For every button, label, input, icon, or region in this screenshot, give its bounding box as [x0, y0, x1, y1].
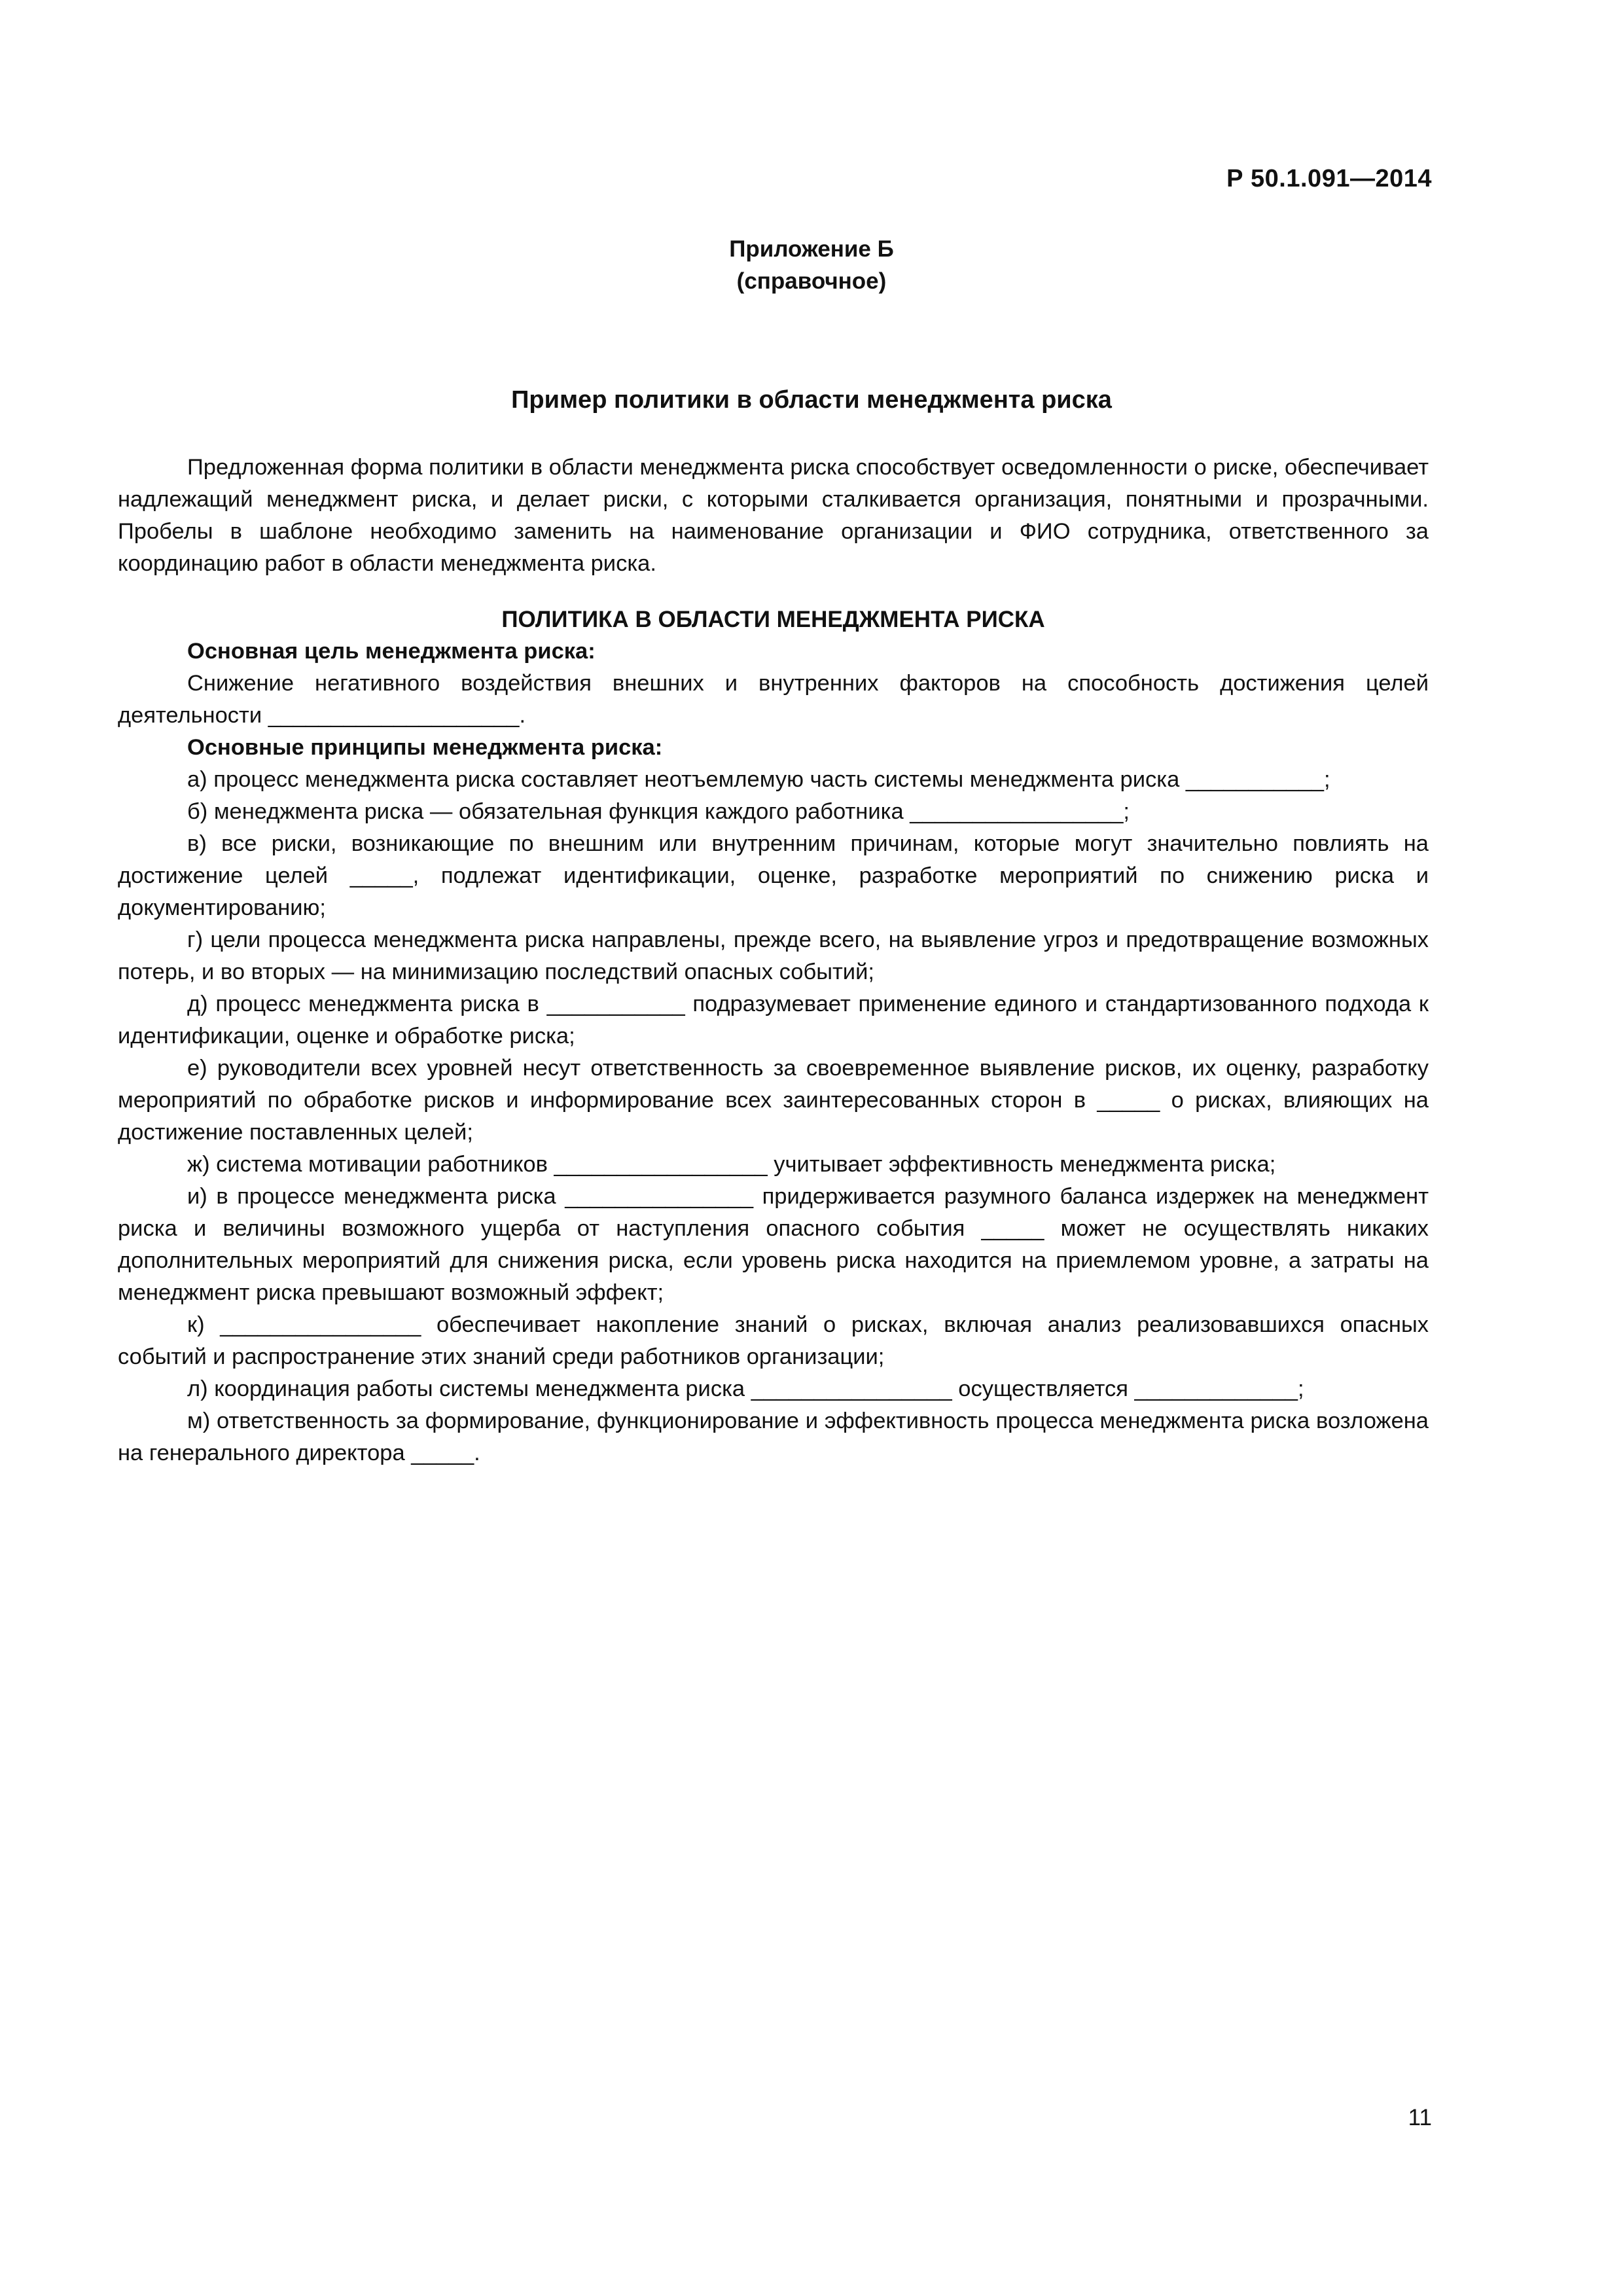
principle-item: б) менеджмента риска — обязательная функция каждого работника _________________;: [187, 799, 1130, 824]
appendix-label: Приложение Б: [729, 236, 894, 262]
principle-item: ж) система мотивации работников _________________ учитывает эффективность менеджмента риска;: [187, 1152, 1276, 1177]
document-body: [118, 452, 1429, 1469]
principle-item: м) ответственность за формирование, функционирование и эффективность процесса менеджмента риска возложена на генерального директора _____.: [118, 1408, 1429, 1465]
policy-title: ПОЛИТИКА В ОБЛАСТИ МЕНЕДЖМЕНТА РИСКА: [501, 607, 1045, 632]
intro-paragraph: Предложенная форма политики в области менеджмента риска способствует осведомленности о риске, обеспечивает надлежащий менеджмент риска, и делает риски, с которыми сталкивается организация, понятными и прозрачными. Пробелы в шаблоне необходимо заменить на наименование организации и ФИО сотрудника, ответственного за координацию работ в области менеджмента риска.: [118, 455, 1429, 576]
document-code: Р 50.1.091—2014: [1226, 165, 1432, 192]
appendix-kind: (справочное): [736, 268, 887, 294]
appendix-heading: [0, 233, 1623, 297]
principle-item: в) все риски, возникающие по внешним или внутренним причинам, которые могут значительно повлиять на достижение целей _____, подлежат идентификации, оценке, разработке мероприятий по снижению риска и документированию;: [118, 831, 1429, 920]
appendix-title: Пример политики в области менеджмента риска: [511, 386, 1112, 414]
principles-heading: Основные принципы менеджмента риска:: [187, 735, 663, 760]
goal-text: Снижение негативного воздействия внешних и внутренних факторов на способность достижения целей деятельности ____________________.: [118, 671, 1429, 728]
principle-item: к) ________________ обеспечивает накопление знаний о рисках, включая анализ реализовавшихся опасных событий и распространение этих знаний среди работников организации;: [118, 1312, 1429, 1369]
principle-item: и) в процессе менеджмента риска _______________ придерживается разумного баланса издержек на менеджмент риска и величины возможного ущерба от наступления опасного события _____ может не осуществлять никаких дополнительных мероприятий для снижения риска, если уровень риска находится на приемлемом уровне, а затраты на менеджмент риска превышают возможный эффект;: [118, 1184, 1429, 1305]
principle-item: д) процесс менеджмента риска в ___________ подразумевает применение единого и стандартизованного подхода к идентификации, оценке и обработке риска;: [118, 992, 1429, 1049]
principle-item: г) цели процесса менеджмента риска направлены, прежде всего, на выявление угроз и предотвращение возможных потерь, и во вторых — на минимизацию последствий опасных событий;: [118, 927, 1429, 984]
goal-heading: Основная цель менеджмента риска:: [187, 639, 596, 664]
page-number: 11: [1408, 2105, 1432, 2130]
principle-item: е) руководители всех уровней несут ответственность за своевременное выявление рисков, их оценку, разработку мероприятий по обработке рисков и информирование всех заинтересованных сторон в _____ о рисках, влияющих на достижение поставленных целей;: [118, 1056, 1429, 1145]
principle-item: а) процесс менеджмента риска составляет неотъемлемую часть системы менеджмента риска ___________;: [187, 767, 1330, 792]
principle-item: л) координация работы системы менеджмента риска ________________ осуществляется _____________;: [187, 1376, 1304, 1401]
